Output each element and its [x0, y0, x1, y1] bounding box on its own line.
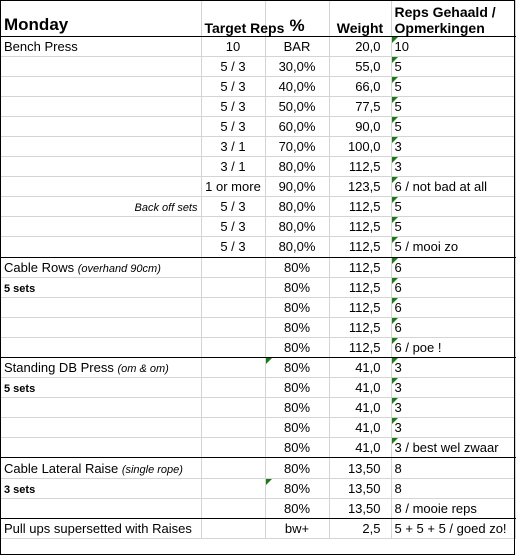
comment-indicator-icon — [392, 77, 398, 83]
percent-value: 80% — [283, 500, 311, 516]
remarks-value: 5 / mooi zo — [394, 239, 459, 255]
remarks-cell[interactable] — [391, 76, 516, 96]
remarks-value: 3 / best wel zwaar — [394, 440, 499, 456]
exercise-cell[interactable] — [1, 217, 201, 237]
table-body — [1, 0, 516, 538]
percent-value: 80% — [283, 420, 311, 436]
percent-header[interactable]: % — [265, 0, 329, 36]
weight-cell[interactable]: 41,0 — [329, 438, 391, 458]
table-row — [1, 76, 516, 96]
percent-cell[interactable] — [265, 96, 329, 116]
weight-cell[interactable]: 90,0 — [329, 116, 391, 136]
weight-cell[interactable]: 41,0 — [329, 358, 391, 378]
remarks-value: 6 — [394, 299, 402, 315]
workout-table — [1, 0, 516, 539]
exercise-cell[interactable] — [1, 498, 201, 518]
weight-cell[interactable]: 112,5 — [329, 297, 391, 317]
table-row — [1, 177, 516, 197]
exercise-cell[interactable] — [1, 398, 201, 418]
remarks-cell[interactable] — [391, 197, 516, 217]
table-row — [1, 116, 516, 136]
table-row — [1, 358, 516, 378]
remarks-cell[interactable] — [391, 96, 516, 116]
percent-value: 80% — [283, 339, 311, 355]
weight-cell[interactable]: 77,5 — [329, 96, 391, 116]
comment-indicator-icon — [392, 278, 398, 284]
percent-cell[interactable] — [265, 36, 329, 56]
target-reps-cell[interactable]: 5 / 3 — [201, 116, 265, 136]
percent-cell[interactable] — [265, 498, 329, 518]
remarks-value: 6 — [394, 319, 402, 335]
percent-cell[interactable] — [265, 317, 329, 337]
percent-value: 80,0% — [278, 159, 316, 175]
exercise-cell[interactable] — [1, 297, 201, 317]
weight-cell[interactable]: 2,5 — [329, 518, 391, 538]
comment-indicator-icon — [392, 298, 398, 304]
comment-indicator-icon — [392, 157, 398, 163]
comment-indicator-icon — [392, 418, 398, 424]
comment-indicator-icon — [392, 117, 398, 123]
target-reps-cell[interactable]: 5 / 3 — [201, 237, 265, 257]
percent-value: 80% — [283, 460, 311, 476]
exercise-cell[interactable] — [1, 116, 201, 136]
exercise-name: 5 sets — [4, 282, 36, 295]
comment-indicator-icon — [392, 137, 398, 143]
exercise-cell[interactable] — [1, 257, 201, 277]
table-row — [1, 197, 516, 217]
percent-cell[interactable] — [265, 136, 329, 156]
remarks-cell[interactable] — [391, 317, 516, 337]
table-row — [1, 518, 516, 538]
remarks-cell[interactable] — [391, 177, 516, 197]
remarks-cell[interactable] — [391, 136, 516, 156]
comment-indicator-icon — [392, 217, 398, 223]
target-reps-cell[interactable]: 5 / 3 — [201, 76, 265, 96]
exercise-cell[interactable] — [1, 36, 201, 56]
percent-cell[interactable] — [265, 76, 329, 96]
remarks-cell[interactable] — [391, 116, 516, 136]
target-reps-cell[interactable]: 10 — [201, 36, 265, 56]
weight-cell[interactable]: 41,0 — [329, 398, 391, 418]
comment-indicator-icon — [266, 358, 272, 364]
target-reps-cell[interactable]: 3 / 1 — [201, 157, 265, 177]
remarks-value: 6 / not bad at all — [394, 179, 488, 195]
percent-value: 90,0% — [278, 179, 316, 195]
exercise-name: 3 sets — [4, 483, 36, 496]
remarks-value: 5 — [394, 58, 402, 74]
exercise-name: Cable Rows — [4, 259, 75, 275]
remarks-cell[interactable] — [391, 358, 516, 378]
weight-cell[interactable]: 112,5 — [329, 197, 391, 217]
weight-cell[interactable]: 20,0 — [329, 36, 391, 56]
target-reps-cell[interactable] — [201, 297, 265, 317]
remarks-value: 8 / mooie reps — [394, 500, 477, 516]
exercise-cell[interactable] — [1, 157, 201, 177]
percent-cell[interactable] — [265, 438, 329, 458]
comment-indicator-icon — [392, 177, 398, 183]
remarks-value: 5 — [394, 219, 402, 235]
remarks-value: 3 — [394, 159, 402, 175]
exercise-cell[interactable] — [1, 358, 201, 378]
remarks-cell[interactable] — [391, 418, 516, 438]
exercise-name: Standing DB Press — [4, 360, 114, 376]
target-reps-cell[interactable] — [201, 518, 265, 538]
table-row — [1, 217, 516, 237]
exercise-cell[interactable] — [1, 56, 201, 76]
exercise-cell[interactable] — [1, 378, 201, 398]
remarks-cell[interactable] — [391, 297, 516, 317]
comment-indicator-icon — [392, 57, 398, 63]
remarks-cell[interactable] — [391, 217, 516, 237]
remarks-cell[interactable] — [391, 277, 516, 297]
percent-cell[interactable] — [265, 56, 329, 76]
target-reps-cell[interactable]: 3 / 1 — [201, 136, 265, 156]
comment-indicator-icon — [392, 398, 398, 404]
percent-cell[interactable] — [265, 277, 329, 297]
remarks-value: 5 — [394, 98, 402, 114]
comment-indicator-icon — [392, 338, 398, 344]
percent-value: 80,0% — [278, 219, 316, 235]
target-reps-cell[interactable] — [201, 358, 265, 378]
percent-cell[interactable] — [265, 197, 329, 217]
header-row — [1, 0, 516, 36]
percent-value: 40,0% — [278, 78, 316, 94]
weight-cell[interactable]: 66,0 — [329, 76, 391, 96]
table-row — [1, 478, 516, 498]
weight-cell[interactable]: 112,5 — [329, 317, 391, 337]
remarks-value: 3 — [394, 139, 402, 155]
target-reps-cell[interactable] — [201, 378, 265, 398]
exercise-cell[interactable] — [1, 438, 201, 458]
exercise-cell[interactable] — [1, 177, 201, 197]
exercise-note: (om & om) — [117, 363, 169, 376]
percent-value: 80% — [283, 299, 311, 315]
remarks-value: 3 — [394, 360, 402, 376]
exercise-name: Back off sets — [134, 202, 198, 215]
target-reps-cell[interactable] — [201, 257, 265, 277]
comment-indicator-icon — [266, 479, 272, 485]
percent-value: 80% — [283, 480, 311, 496]
percent-value: BAR — [283, 38, 311, 54]
percent-value: 30,0% — [278, 58, 316, 74]
table-row — [1, 438, 516, 458]
weight-cell[interactable]: 112,5 — [329, 217, 391, 237]
target-reps-cell[interactable] — [201, 498, 265, 518]
target-reps-cell[interactable] — [201, 337, 265, 357]
percent-cell[interactable] — [265, 157, 329, 177]
percent-cell[interactable] — [265, 217, 329, 237]
exercise-name: 5 sets — [4, 383, 36, 396]
comment-indicator-icon — [392, 378, 398, 384]
percent-value: 80,0% — [278, 239, 316, 255]
comment-indicator-icon — [392, 258, 398, 264]
table-row — [1, 277, 516, 297]
weight-cell[interactable]: 112,5 — [329, 277, 391, 297]
percent-cell[interactable] — [265, 116, 329, 136]
percent-value: 80% — [283, 400, 311, 416]
exercise-cell[interactable] — [1, 458, 201, 478]
weight-cell[interactable]: 13,50 — [329, 458, 391, 478]
remarks-value: 5 — [394, 118, 402, 134]
remarks-cell[interactable] — [391, 518, 516, 538]
weight-cell[interactable]: 55,0 — [329, 56, 391, 76]
remarks-cell[interactable] — [391, 378, 516, 398]
table-row — [1, 418, 516, 438]
target-reps-cell[interactable] — [201, 418, 265, 438]
target-reps-cell[interactable]: 5 / 3 — [201, 96, 265, 116]
table-row — [1, 56, 516, 76]
percent-value: bw+ — [284, 520, 310, 536]
weight-cell[interactable]: 41,0 — [329, 418, 391, 438]
weight-cell[interactable]: 41,0 — [329, 378, 391, 398]
target-reps-header[interactable]: Target Reps — [201, 0, 265, 36]
table-row — [1, 136, 516, 156]
remarks-value: 3 — [394, 400, 402, 416]
table-row — [1, 297, 516, 317]
remarks-value: 3 — [394, 420, 402, 436]
remarks-value: 10 — [394, 38, 409, 54]
exercise-note: (overhand 90cm) — [77, 262, 161, 275]
percent-cell[interactable] — [265, 177, 329, 197]
percent-cell[interactable] — [265, 358, 329, 378]
remarks-cell[interactable] — [391, 398, 516, 418]
weight-cell[interactable]: 112,5 — [329, 157, 391, 177]
table-row — [1, 257, 516, 277]
target-reps-cell[interactable]: 5 / 3 — [201, 197, 265, 217]
table-row — [1, 96, 516, 116]
exercise-cell[interactable] — [1, 317, 201, 337]
target-reps-cell[interactable] — [201, 478, 265, 498]
remarks-cell[interactable] — [391, 438, 516, 458]
exercise-cell[interactable] — [1, 478, 201, 498]
target-reps-cell[interactable] — [201, 317, 265, 337]
table-row — [1, 398, 516, 418]
percent-cell[interactable] — [265, 257, 329, 277]
exercise-name: Bench Press — [4, 38, 78, 54]
comment-indicator-icon — [392, 197, 398, 203]
remarks-cell[interactable] — [391, 498, 516, 518]
day-title[interactable]: Monday — [1, 0, 201, 36]
percent-value: 80% — [283, 360, 311, 376]
remarks-value: 3 — [394, 380, 402, 396]
exercise-cell[interactable] — [1, 418, 201, 438]
percent-cell[interactable] — [265, 337, 329, 357]
comment-indicator-icon — [392, 37, 398, 43]
percent-cell[interactable] — [265, 237, 329, 257]
exercise-cell[interactable] — [1, 136, 201, 156]
percent-value: 60,0% — [278, 118, 316, 134]
percent-cell[interactable] — [265, 418, 329, 438]
remarks-value: 6 / poe ! — [394, 339, 442, 355]
percent-cell[interactable] — [265, 378, 329, 398]
exercise-cell[interactable] — [1, 277, 201, 297]
percent-value: 80% — [283, 259, 311, 275]
weight-header[interactable]: Weight — [329, 0, 391, 36]
remarks-value: 5 + 5 + 5 / goed zo! — [394, 520, 507, 536]
remarks-cell[interactable] — [391, 257, 516, 277]
target-reps-cell[interactable] — [201, 458, 265, 478]
percent-value: 80% — [283, 319, 311, 335]
exercise-note: (single rope) — [121, 463, 183, 476]
percent-value: 80% — [283, 279, 311, 295]
weight-cell[interactable]: 13,50 — [329, 478, 391, 498]
remarks-cell[interactable] — [391, 56, 516, 76]
percent-cell[interactable] — [265, 398, 329, 418]
percent-cell[interactable] — [265, 478, 329, 498]
remarks-cell[interactable] — [391, 36, 516, 56]
remarks-cell[interactable] — [391, 237, 516, 257]
percent-value: 80% — [283, 440, 311, 456]
remarks-header[interactable]: Reps Gehaald / Opmerkingen — [391, 0, 516, 36]
exercise-cell[interactable] — [1, 197, 201, 217]
table-row — [1, 458, 516, 478]
percent-cell[interactable] — [265, 518, 329, 538]
table-row — [1, 378, 516, 398]
weight-cell[interactable]: 112,5 — [329, 257, 391, 277]
target-reps-cell[interactable] — [201, 398, 265, 418]
remarks-value: 5 — [394, 199, 402, 215]
target-reps-cell[interactable]: 1 or more — [201, 177, 265, 197]
exercise-name: Pull ups supersetted with Raises — [4, 520, 192, 536]
table-row — [1, 498, 516, 518]
weight-cell[interactable]: 13,50 — [329, 498, 391, 518]
percent-cell[interactable] — [265, 297, 329, 317]
target-reps-cell[interactable]: 5 / 3 — [201, 217, 265, 237]
exercise-cell[interactable] — [1, 76, 201, 96]
comment-indicator-icon — [392, 358, 398, 364]
target-reps-cell[interactable] — [201, 438, 265, 458]
exercise-cell[interactable] — [1, 237, 201, 257]
exercise-cell[interactable] — [1, 96, 201, 116]
exercise-cell[interactable] — [1, 518, 201, 538]
table-row — [1, 317, 516, 337]
percent-value: 50,0% — [278, 98, 316, 114]
target-reps-cell[interactable] — [201, 277, 265, 297]
weight-cell[interactable]: 123,5 — [329, 177, 391, 197]
weight-cell[interactable]: 100,0 — [329, 136, 391, 156]
remarks-value: 6 — [394, 279, 402, 295]
percent-cell[interactable] — [265, 458, 329, 478]
percent-value: 80% — [283, 380, 311, 396]
remarks-value: 8 — [394, 480, 402, 496]
table-row — [1, 337, 516, 357]
weight-cell[interactable]: 112,5 — [329, 337, 391, 357]
comment-indicator-icon — [392, 97, 398, 103]
exercise-name: Cable Lateral Raise — [4, 460, 119, 476]
weight-cell[interactable]: 112,5 — [329, 237, 391, 257]
remarks-cell[interactable] — [391, 458, 516, 478]
comment-indicator-icon — [392, 237, 398, 243]
remarks-value: 6 — [394, 259, 402, 275]
percent-value: 80,0% — [278, 199, 316, 215]
table-row — [1, 36, 516, 56]
remarks-value: 5 — [394, 78, 402, 94]
target-reps-cell[interactable]: 5 / 3 — [201, 56, 265, 76]
remarks-cell[interactable] — [391, 337, 516, 357]
table-row — [1, 157, 516, 177]
exercise-cell[interactable] — [1, 337, 201, 357]
remarks-value: 8 — [394, 460, 402, 476]
table-row — [1, 237, 516, 257]
percent-value: 70,0% — [278, 139, 316, 155]
remarks-cell[interactable] — [391, 478, 516, 498]
comment-indicator-icon — [392, 438, 398, 444]
remarks-cell[interactable] — [391, 157, 516, 177]
comment-indicator-icon — [392, 318, 398, 324]
